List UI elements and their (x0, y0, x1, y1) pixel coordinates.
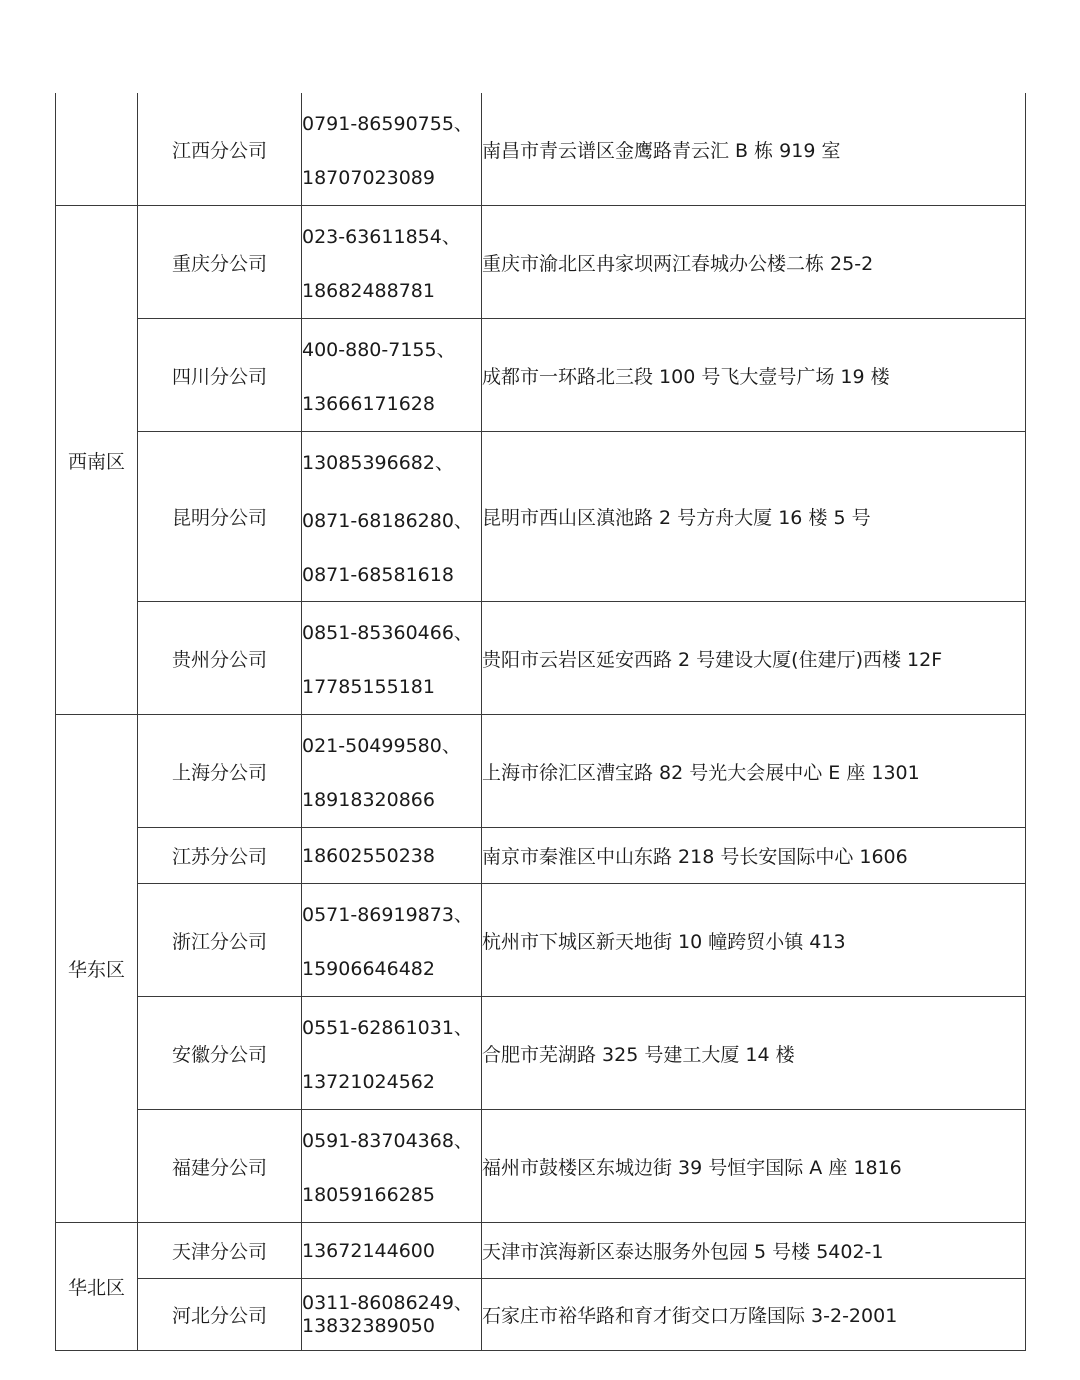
phone-number: 18059166285 (302, 1184, 435, 1207)
address: 重庆市渝北区冉家坝两江春城办公楼二栋 25-2 (482, 206, 1026, 319)
region-label: 华东区 (56, 715, 138, 1223)
table-row (56, 1110, 1026, 1223)
phone-number: 0791-86590755、 (302, 112, 473, 135)
phone-number: 0871-68186280、 (302, 509, 473, 532)
phone-cell (302, 602, 482, 715)
table-row (56, 93, 1026, 206)
phone-cell (302, 1223, 482, 1279)
phone-number: 400-880-7155、 (302, 338, 456, 361)
branch-name: 四川分公司 (138, 319, 302, 432)
phone-number: 0311-86086249、 (302, 1291, 473, 1314)
address: 贵阳市云岩区延安西路 2 号建设大厦(住建厅)西楼 12F (482, 602, 1026, 715)
branch-name: 江西分公司 (138, 93, 302, 206)
phone-number: 0591-83704368、 (302, 1129, 473, 1152)
address: 昆明市西山区滇池路 2 号方舟大厦 16 楼 5 号 (482, 432, 1026, 602)
phone-cell (302, 715, 482, 828)
address: 上海市徐汇区漕宝路 82 号光大会展中心 E 座 1301 (482, 715, 1026, 828)
phone-cell (302, 432, 482, 602)
phone-number: 13832389050 (302, 1314, 435, 1337)
branch-name: 上海分公司 (138, 715, 302, 828)
region-cell (56, 93, 138, 206)
address: 南昌市青云谱区金鹰路青云汇 B 栋 919 室 (482, 93, 1026, 206)
address: 杭州市下城区新天地街 10 幢跨贸小镇 413 (482, 884, 1026, 997)
branch-name: 重庆分公司 (138, 206, 302, 319)
phone-number: 0871-68581618 (302, 563, 454, 586)
address: 福州市鼓楼区东城边街 39 号恒宇国际 A 座 1816 (482, 1110, 1026, 1223)
address: 成都市一环路北三段 100 号飞大壹号广场 19 楼 (482, 319, 1026, 432)
phone-number: 0851-85360466、 (302, 621, 473, 644)
phone-number: 18682488781 (302, 280, 435, 303)
branch-name: 浙江分公司 (138, 884, 302, 997)
branch-name: 昆明分公司 (138, 432, 302, 602)
phone-cell (302, 1110, 482, 1223)
table-row (56, 319, 1026, 432)
phone-number: 13666171628 (302, 393, 435, 416)
branch-name: 安徽分公司 (138, 997, 302, 1110)
phone-number: 0551-62861031、 (302, 1016, 473, 1039)
branch-name: 天津分公司 (138, 1223, 302, 1279)
address: 天津市滨海新区泰达服务外包园 5 号楼 5402-1 (482, 1223, 1026, 1279)
phone-cell (302, 828, 482, 884)
table-row (56, 1279, 1026, 1351)
branch-name: 贵州分公司 (138, 602, 302, 715)
phone-number: 15906646482 (302, 958, 435, 981)
table-row (56, 1223, 1026, 1279)
table-row (56, 715, 1026, 828)
address: 合肥市芜湖路 325 号建工大厦 14 楼 (482, 997, 1026, 1110)
phone-number: 021-50499580、 (302, 734, 461, 757)
phone-cell (302, 884, 482, 997)
address: 石家庄市裕华路和育才街交口万隆国际 3-2-2001 (482, 1279, 1026, 1351)
phone-cell (302, 997, 482, 1110)
phone-number: 13721024562 (302, 1071, 435, 1094)
phone-number: 13085396682、 (302, 451, 454, 474)
table-row (56, 884, 1026, 997)
branch-name: 河北分公司 (138, 1279, 302, 1351)
table-row (56, 997, 1026, 1110)
table-row (56, 206, 1026, 319)
phone-number: 18918320866 (302, 789, 435, 812)
phone-number: 0571-86919873、 (302, 903, 473, 926)
phone-number: 18602550238 (302, 844, 435, 867)
region-label: 华北区 (56, 1223, 138, 1351)
phone-number: 18707023089 (302, 167, 435, 190)
phone-number: 17785155181 (302, 676, 435, 699)
phone-cell (302, 93, 482, 206)
branch-office-table (55, 93, 1026, 1351)
phone-cell (302, 206, 482, 319)
branch-name: 江苏分公司 (138, 828, 302, 884)
table-row (56, 432, 1026, 602)
phone-number: 13672144600 (302, 1239, 435, 1262)
table-row (56, 828, 1026, 884)
phone-number: 023-63611854、 (302, 225, 461, 248)
address: 南京市秦淮区中山东路 218 号长安国际中心 1606 (482, 828, 1026, 884)
phone-cell (302, 1279, 482, 1351)
table-row (56, 602, 1026, 715)
phone-cell (302, 319, 482, 432)
branch-name: 福建分公司 (138, 1110, 302, 1223)
region-label: 西南区 (56, 206, 138, 715)
